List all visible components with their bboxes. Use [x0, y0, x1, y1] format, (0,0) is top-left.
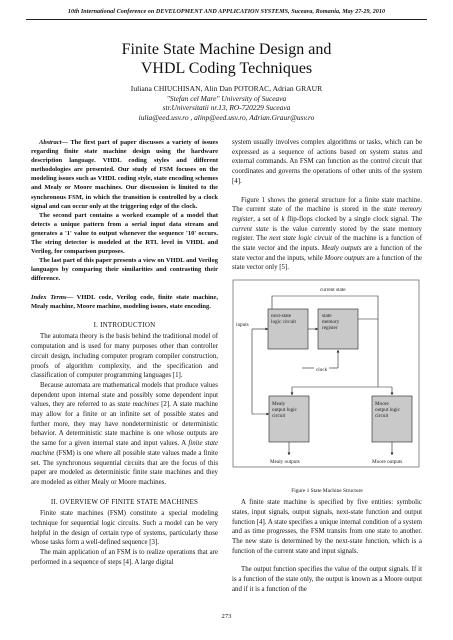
mealy-label-2: output logic [272, 407, 297, 414]
moore-label-3: circuit [375, 413, 389, 420]
right-paragraph-1: system usually involves complex algorithms or tasks, which can be expressed as a sequence of actions based on system status and external commands. An FSM can function as the control circuit that coordinates and governs the operations of other units of the system [4]. [232, 139, 422, 185]
state-mem-label-2: memory [322, 319, 340, 326]
rp2-em-k: k [281, 215, 285, 223]
author-emails: iulia@eed.usv.ro , alinp@eed.usv.ro, Adrian.Graur@usv.ro [138, 112, 315, 122]
right-paragraph-3: A finite state machine is specified by five entities: symbolic states, input signals, output signals, next-state function and output function [4]. A state specifies a unique internal condition of a system and as time progresses, the FSM transits from one state to another. The new state is determined by the next-state function, which is a function of the current state and input signals. [232, 499, 422, 555]
abstract-label: Abstract [39, 139, 62, 146]
header-rule [26, 19, 427, 20]
label-moore-outputs: Moore outputs [372, 459, 403, 466]
rp2-a: Figure 1 shows the general structure for a finite state machine. The current state of the machine is stored in the [232, 196, 422, 214]
right-paragraph-4: The output function specifies the value of the output signals. If it is a function of the state only, the output is known as a Moore output and if it is a function of the [232, 566, 422, 593]
state-mem-label-3: register [322, 325, 338, 332]
abstract-paragraph-3: The last part of this paper presents a view on VHDL and Verilog languages by comparing their similarities and contrasting their difference. [31, 257, 218, 283]
rp2-em-mealy-outputs: Mealy outputs [321, 245, 362, 253]
rp2-f: are a function of the state vector and the inputs, while [232, 245, 422, 262]
label-clock: clock [316, 367, 328, 374]
title-line-2: VHDL Coding Techniques [140, 60, 313, 77]
overview-paragraph-1: Finite state machines (FSM) constitute a special modeling technique for sequential logic circuits. Such a model can be very helpful in the design of certain type of systems, particularly those whose tasks form a well-defined sequence [3]. [31, 510, 218, 547]
overview-paragraph-2: The main application of an FSM is to realize operations that are performed in a sequence of steps [4]. A large digital [31, 549, 218, 566]
label-current-state: current state [320, 287, 346, 294]
abstract-text-1: — The first part of paper discusses a variety of issues regarding finite state machine design using the hardware description language. VHDL coding styles and different methodologies are presented. Our study of FSM focuses on the modeling issues such as VHDL coding style, state encoding schemes and Mealy or Moore machines. Our discussion is limited to the synchronous FSM, in which the transition is controlled by a clock signal and can occur only at the triggering edge of the clock. [31, 139, 218, 210]
intro-em-finite-state-machine: finite state machine [31, 440, 218, 457]
fsm-structure-diagram [232, 279, 422, 484]
left-column [31, 138, 218, 568]
intro-text-a: Because automata are mathematical models that produce values dependent upon internal state and possibly some dependent input values, they are referred to as [31, 381, 218, 409]
index-terms-label: Index Terms [31, 293, 67, 301]
abstract [31, 138, 218, 284]
right-column [232, 138, 422, 594]
figure-caption: Figure 1 State Machine Structure [291, 488, 363, 495]
affiliation-line-1: "Stefan cel Mare" University of Suceava [166, 93, 287, 103]
intro-paragraph-2 [31, 381, 218, 488]
paper-title [0, 40, 453, 78]
next-state-label-2: logic circuit [271, 319, 296, 326]
rp2-em-state-memory-register: state memory register [232, 206, 422, 223]
rp2-em-current-state: current state [232, 225, 269, 233]
page-number: 273 [221, 613, 232, 620]
rp2-em-next-state-logic: next state logic circuit [269, 235, 333, 243]
intro-text-c: (FSM) is one where all possible state values made a finite set. The synchronous sequential circuits that are the focus of this paper are modeled as deterministic finite state machines and they are modeled as either Mealy or Moore machines. [31, 449, 218, 486]
label-inputs: inputs [236, 322, 249, 329]
mealy-label-1: Mealy [272, 401, 286, 408]
running-head: 10th International Conference on DEVELOPMENT AND APPLICATION SYSTEMS, Suceava, Romania, May 27-29, 2010 [67, 9, 386, 15]
title-line-1: Finite State Machine Design and [121, 41, 332, 58]
rp2-d: is the value currently stored by the state memory register. The [232, 225, 422, 243]
moore-label-1: Moore [375, 401, 389, 408]
rp2-b: , a set of [253, 215, 282, 223]
intro-em-state-machines: state machines [117, 401, 159, 409]
right-paragraph-2 [232, 196, 422, 274]
moore-label-2: output logic [375, 407, 400, 414]
abstract-paragraph-1 [31, 138, 218, 211]
next-state-label-1: next-state [271, 313, 292, 320]
intro-paragraph-1: The automata theory is the basis behind the traditional model of computation and is used for many purposes other than controller circuit design, including computer program compiler construction, proofs of algorithm complexity, and the specification and classification of computer programming languages [1]. [31, 333, 218, 380]
author-block [0, 84, 453, 122]
rp2-c: flip-flops clocked by a single clock signal. The [284, 215, 422, 223]
index-terms [31, 293, 218, 311]
author-names: Iuliana CHIUCHISAN, Alin Dan POTORAC, Adrian GRAUR [130, 84, 323, 93]
affiliation-line-2: str.Universitatii nr.13, RO-720229 Suceava [162, 103, 291, 112]
abstract-paragraph-2: The second part contains a worked example of a model that detects a unique pattern from a serial input data stream and generates a '1' value to output whenever the sequence '10' occurs. The string detector is modeled at the RTL level in VHDL and Verilog, for comparison purposes. [31, 211, 218, 256]
intro-text-b: [2]. A state machine may allow for a finite or an infinite set of possible states and further more, they may have nondeterministic or deterministic behavior. A deterministic state machine is one whose outputs are the same for a given internal state and input values. A [31, 401, 218, 448]
section-heading-introduction: I. INTRODUCTION [93, 320, 156, 329]
figure-1 [232, 279, 422, 495]
rp2-g: are a function of the state vector only [5]. [232, 254, 422, 272]
mealy-label-3: circuit [272, 413, 286, 420]
label-mealy-outputs: Mealy outputs [270, 459, 300, 466]
state-mem-label-1: state [322, 313, 332, 320]
rp2-em-moore-outputs: Moore outputs [324, 254, 365, 262]
index-terms-text: — VHDL code, Verilog code, finite state machine, Mealy machine, Moore machine, modeling issues, state encoding. [31, 293, 218, 310]
rp2-e: of the machine is a function of the state vector and the inputs. [232, 235, 422, 253]
section-heading-overview: II. OVERVIEW OF FINITE STATE MACHINES [50, 497, 199, 506]
